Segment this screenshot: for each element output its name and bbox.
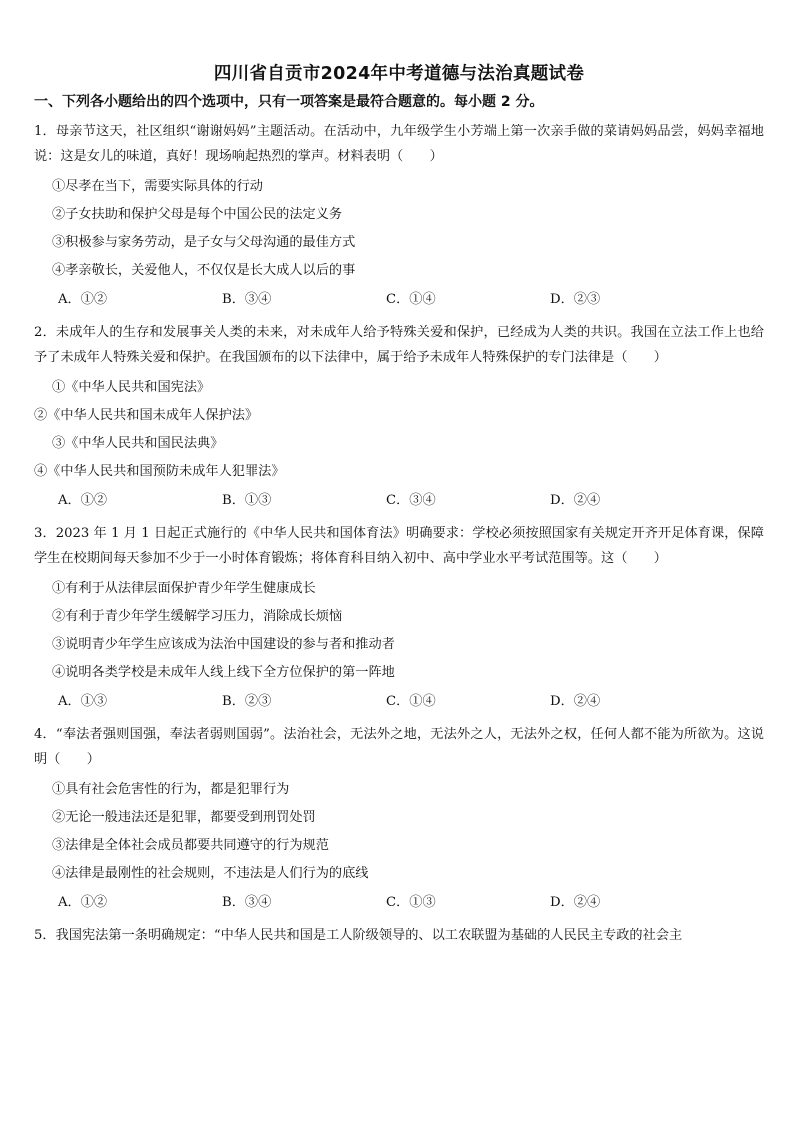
question-1 — [34, 119, 764, 310]
choice-d: D．②④ — [550, 895, 601, 910]
answer-choices — [34, 290, 764, 310]
question-4 — [34, 722, 764, 913]
option-4: ④说明各类学校是未成年人线上线下全方位保护的第一阵地 — [52, 665, 395, 680]
question-stem: 3．2023 年 1 月 1 日起正式施行的《中华人民共和国体育法》明确要求：学校必须按照国家有关规定开齐开足体育课，保障学生在校期间每天参加不少于一小时体育锻炼；将体育科目纳入初中、高中学业水平考试范围等。这（ ） — [34, 526, 764, 566]
question-3 — [34, 521, 764, 712]
choice-c: C．③④ — [386, 493, 436, 508]
choice-b: B．③④ — [222, 292, 272, 307]
answer-choices — [34, 491, 764, 511]
option-3: ③积极参与家务劳动，是子女与父母沟通的最佳方式 — [52, 235, 356, 250]
choice-d: D．②④ — [550, 493, 601, 508]
answer-choices — [34, 692, 764, 712]
choice-c: C．①③ — [386, 895, 436, 910]
option-2: ②无论一般违法还是犯罪，都要受到刑罚处罚 — [52, 810, 316, 825]
choice-b: B．③④ — [222, 895, 272, 910]
section-heading: 一、下列各小题给出的四个选项中，只有一项答案是最符合题意的。每小题 2 分。 — [34, 94, 544, 110]
question-stem: 4．“奉法者强则国强，奉法者弱则国弱”。法治社会，无法外之地，无法外之人，无法外之权，任何人都不能为所欲为。这说明（ ） — [34, 727, 764, 767]
choice-b: B．②③ — [222, 694, 272, 709]
choice-d: D．②③ — [550, 292, 601, 307]
choice-c: C．①④ — [386, 292, 436, 307]
choice-b: B．①③ — [222, 493, 272, 508]
option-3: ③法律是全体社会成员都要共同遵守的行为规范 — [52, 838, 329, 853]
choice-c: C．①④ — [386, 694, 436, 709]
choice-a: A．①② — [58, 895, 108, 910]
option-1: ①《中华人民共和国宪法》 — [52, 380, 211, 395]
answer-choices — [34, 893, 764, 913]
option-1: ①具有社会危害性的行为，都是犯罪行为 — [52, 782, 290, 797]
option-2: ②子女扶助和保护父母是每个中国公民的法定义务 — [52, 207, 343, 222]
option-4: ④孝亲敬长，关爱他人，不仅仅是长大成人以后的事 — [52, 263, 356, 278]
option-2: ②有利于青少年学生缓解学习压力，消除成长烦恼 — [52, 609, 343, 624]
choice-a: A．①② — [58, 493, 108, 508]
option-3: ③《中华人民共和国民法典》 — [52, 436, 224, 451]
page-title: 四川省自贡市2024年中考道德与法治真题试卷 — [213, 64, 585, 84]
question-2 — [34, 320, 764, 511]
option-3: ③说明青少年学生应该成为法治中国建设的参与者和推动者 — [52, 637, 395, 652]
option-4: ④法律是最刚性的社会规则，不违法是人们行为的底线 — [52, 866, 369, 881]
option-1: ①有利于从法律层面保护青少年学生健康成长 — [52, 581, 316, 596]
choice-d: D．②④ — [550, 694, 601, 709]
option-2: ②《中华人民共和国未成年人保护法》 — [34, 408, 259, 423]
question-stem: 1．母亲节这天，社区组织“谢谢妈妈”主题活动。在活动中，九年级学生小芳端上第一次亲手做的菜请妈妈品尝，妈妈幸福地说：这是女儿的味道，真好！现场响起热烈的掌声。材料表明（ ） — [34, 124, 764, 164]
question-5-stem: 5．我国宪法第一条明确规定：“中华人民共和国是工人阶级领导的、以工农联盟为基础的人民民主专政的社会主 — [34, 928, 683, 943]
question-stem: 2．未成年人的生存和发展事关人类的未来，对未成年人给予特殊关爱和保护，已经成为人类的共识。我国在立法工作上也给予了未成年人特殊关爱和保护。在我国颁布的以下法律中，属于给予未成年人特殊保护的专门法律是（ ） — [34, 325, 764, 365]
option-1: ①尽孝在当下，需要实际具体的行动 — [52, 179, 263, 194]
choice-a: A．①② — [58, 292, 108, 307]
option-4: ④《中华人民共和国预防未成年人犯罪法》 — [34, 464, 285, 479]
choice-a: A．①③ — [58, 694, 108, 709]
